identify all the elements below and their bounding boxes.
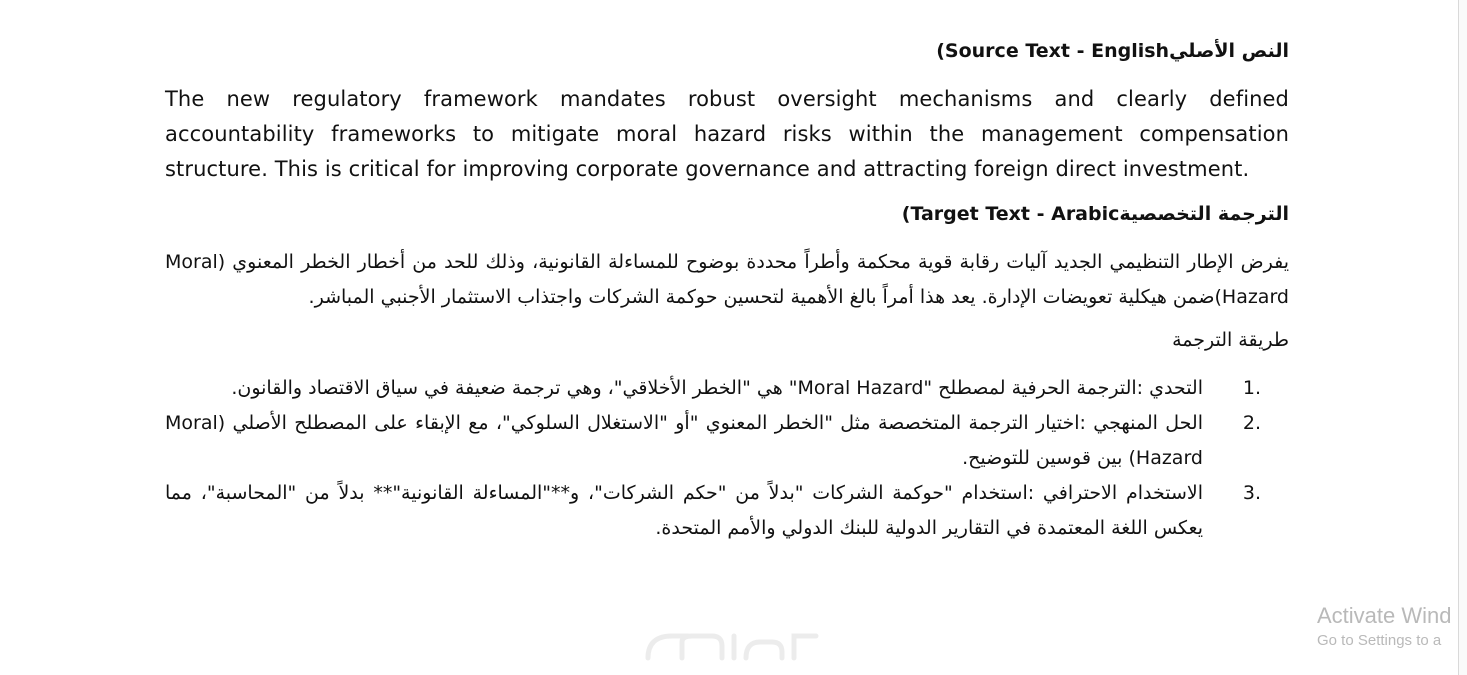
method-list <box>165 371 1289 546</box>
activate-windows-watermark <box>1317 602 1452 652</box>
activate-windows-subtitle: Go to Settings to a <box>1317 632 1442 649</box>
list-item-text: الاستخدام الاحترافي :استخدام "حوكمة الشركات "بدلاً من "حكم الشركات"، و**"المساءلة القانونية"** بدلاً من "المحاسبة"، مما يعكس اللغة المعتمدة في التقارير الدولية للبنك الدولي والأمم المتحدة. <box>165 482 1203 539</box>
target-heading-arabic: الترجمة التخصصية <box>1119 203 1289 225</box>
list-item-text: الحل المنهجي :اختيار الترجمة المتخصصة مثل "الخطر المعنوي "أو "الاستغلال السلوكي"، مع الإبقاء على المصطلح الأصلي (Moral Hazard) بين قوسين للتوضيح. <box>165 412 1203 469</box>
source-text-paragraph: The new regulatory framework mandates robust oversight mechanisms and clearly defined accountability frameworks to mitigate moral hazard risks within the management compensation structure. This is critical for improving corporate governance and attracting foreign direct investment. <box>165 87 1289 181</box>
target-heading-english: (Target Text - Arabic <box>901 203 1120 225</box>
activate-windows-title: Activate Wind <box>1317 603 1452 628</box>
list-item-text: التحدي :الترجمة الحرفية لمصطلح "Moral Hazard" هي "الخطر الأخلاقي"، وهي ترجمة ضعيفة في سياق الاقتصاد والقانون. <box>231 377 1203 399</box>
document-body <box>165 36 1289 546</box>
list-item <box>165 371 1289 406</box>
method-title: طريقة الترجمة <box>1172 329 1289 351</box>
list-item-number: 3. <box>1242 482 1261 504</box>
list-item-number: 1. <box>1242 377 1261 399</box>
list-item <box>165 476 1289 546</box>
source-heading <box>165 36 1289 66</box>
source-heading-english: (Source Text - English <box>936 40 1170 62</box>
khamsat-logo-watermark-icon <box>642 628 822 668</box>
list-item-number: 2. <box>1242 412 1261 434</box>
target-text-paragraph: يفرض الإطار التنظيمي الجديد آليات رقابة قوية محكمة وأطراً محددة بوضوح للمساءلة القانونية، وذلك للحد من أخطار الخطر المعنوي (Moral Hazard)ضمن هيكلية تعويضات الإدارة. يعد هذا أمراً بالغ الأهمية لتحسين حوكمة الشركات واجتذاب الاستثمار الأجنبي المباشر. <box>165 251 1289 308</box>
source-heading-arabic: النص الأصلي <box>1169 40 1289 62</box>
page-right-edge <box>1458 0 1467 675</box>
list-item <box>165 406 1289 476</box>
target-heading <box>165 199 1289 229</box>
